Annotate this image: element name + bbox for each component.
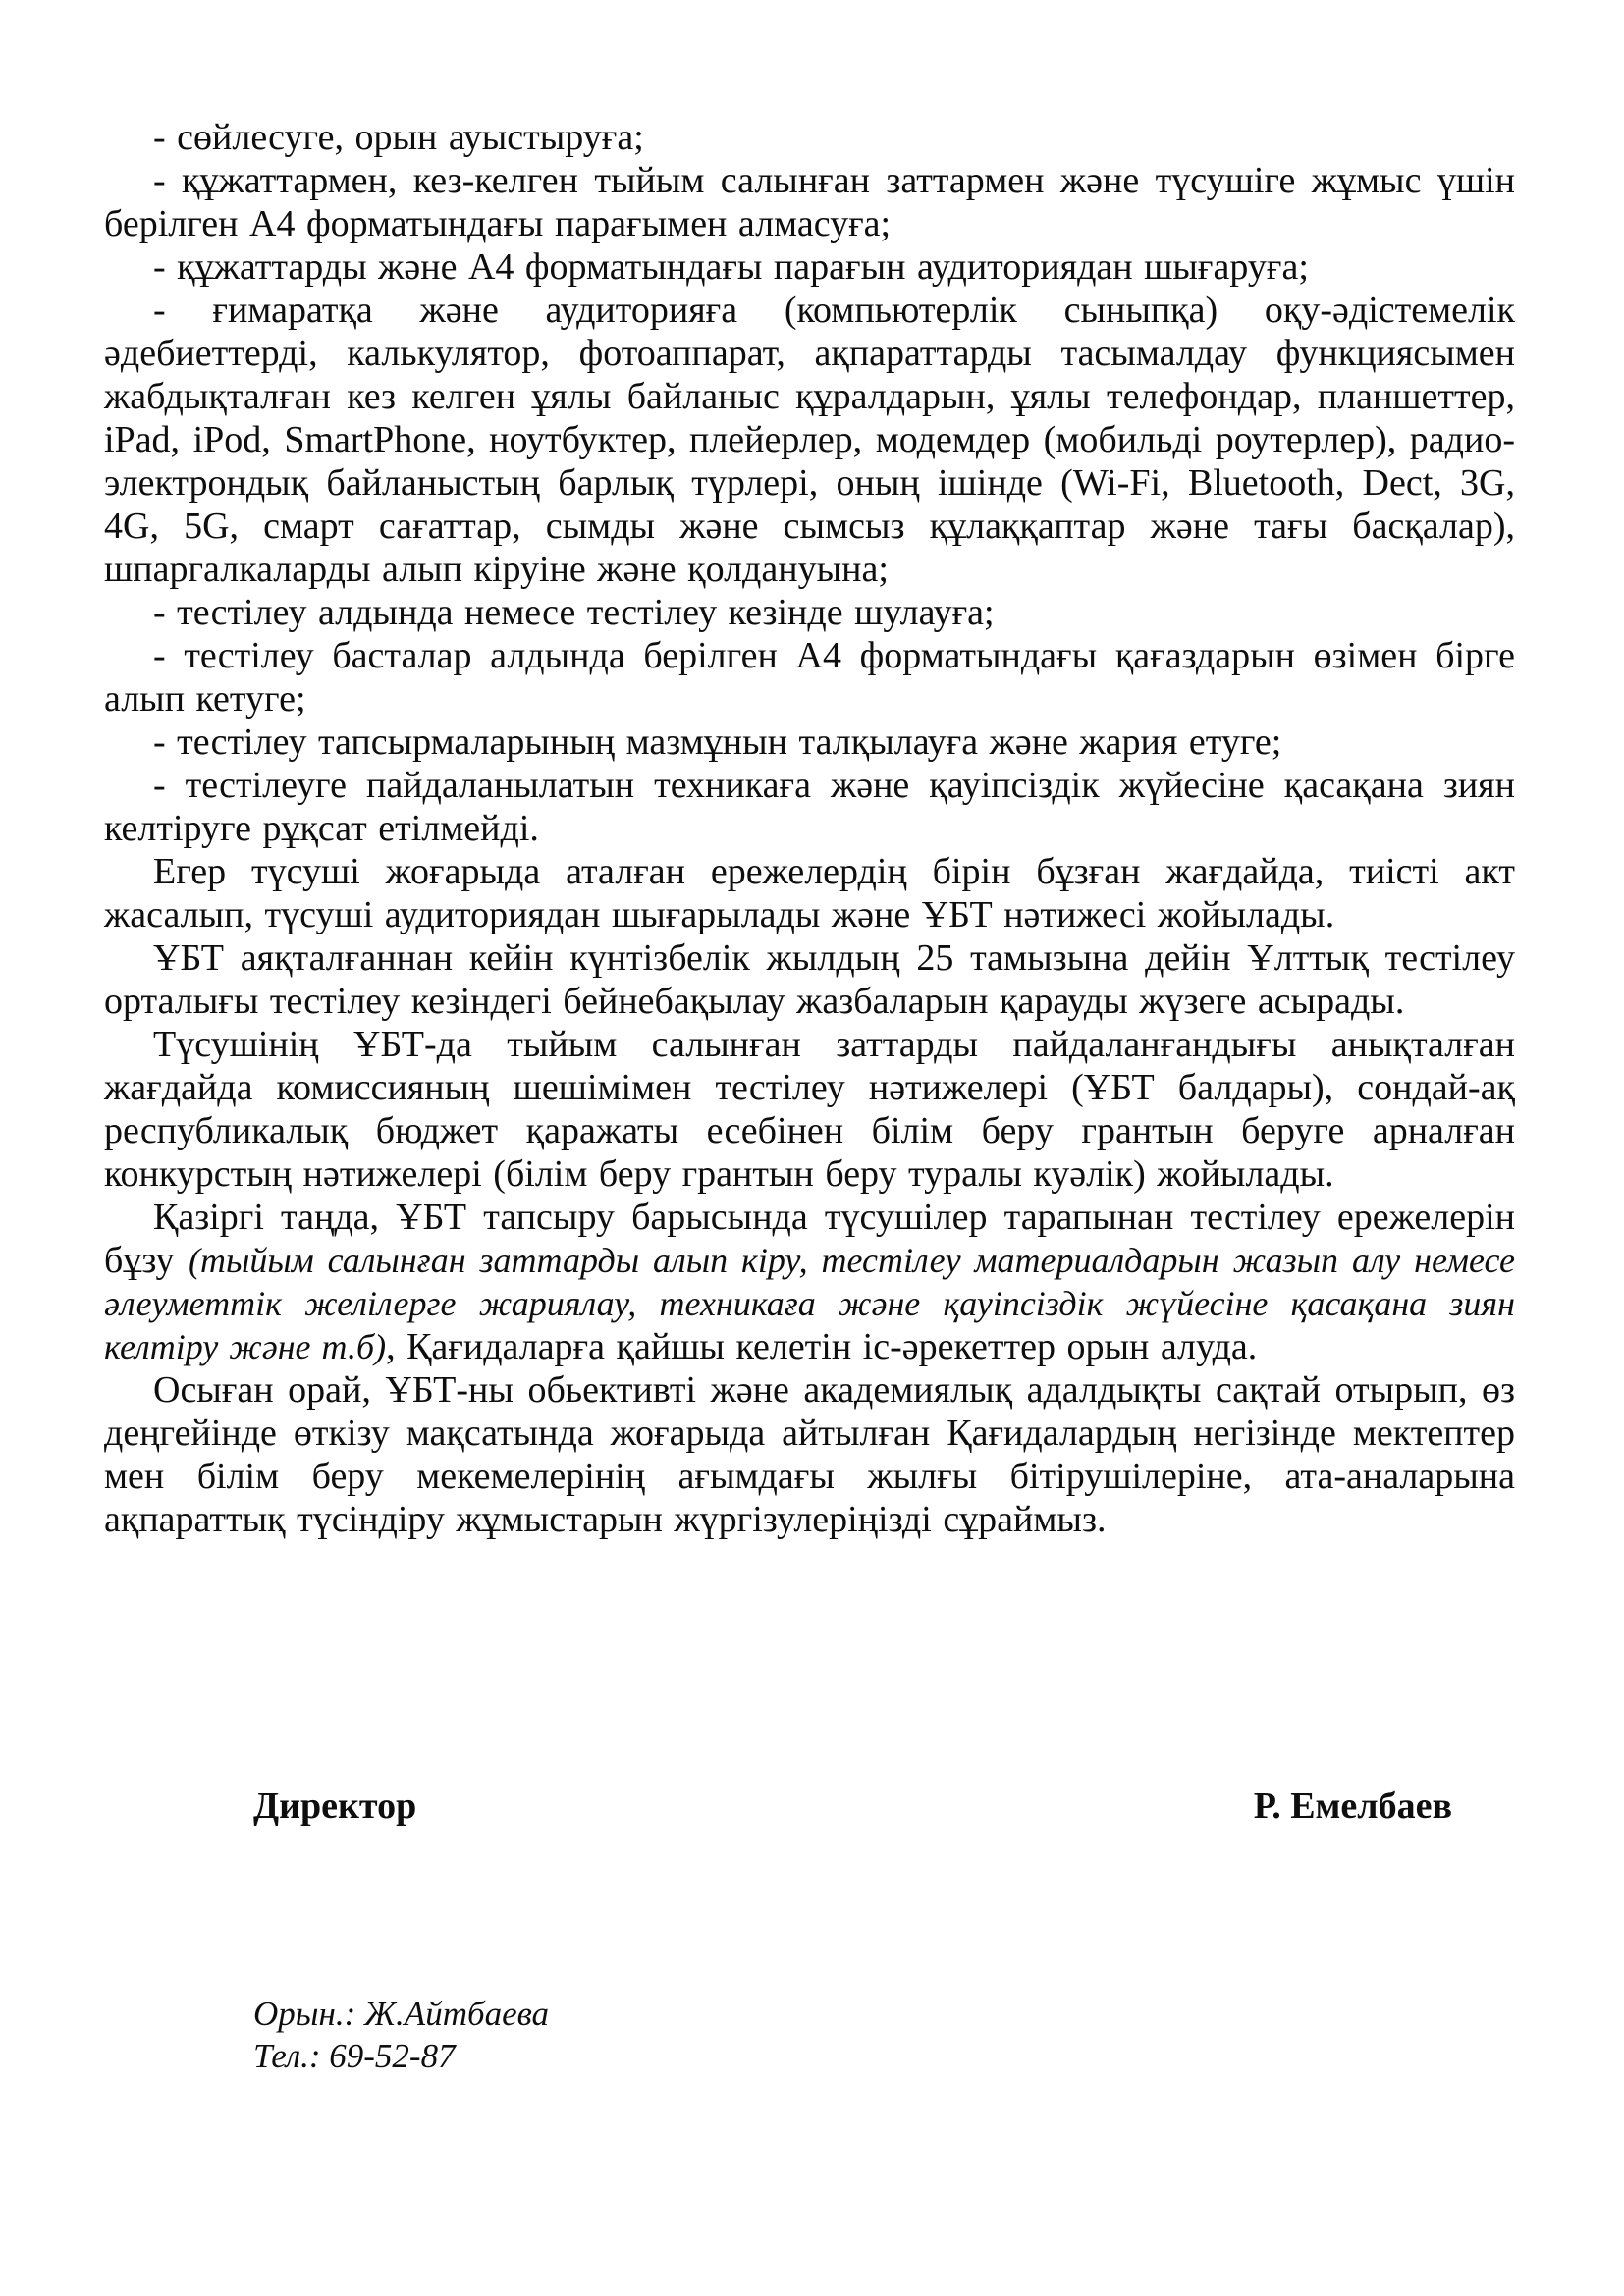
signature-title: Директор bbox=[253, 1786, 417, 1827]
signature-name: Р. Емелбаев bbox=[1253, 1786, 1452, 1827]
paragraph: Түсушінің ҰБТ-да тыйым салынған заттарды пайдаланғандығы анықталған жағдайда комиссияның шешімімен тестілеу нәтижелері (ҰБТ балдары), сондай-ақ республикалық бюджет қаражаты есебінен білім беру грантын беруге арналған конкурстың нәтижелері (білім беру грантын беру туралы куәлік) жойылады. bbox=[104, 1024, 1515, 1195]
list-item: - сөйлесуге, орын ауыстыруға; bbox=[153, 117, 644, 158]
paragraph-with-italic-note bbox=[104, 1196, 1515, 1368]
list-item: - құжаттармен, кез-келген тыйым салынған заттармен және түсушіге жұмыс үшін берілген А4 форматындағы парағымен алмасуға; bbox=[104, 160, 1515, 244]
list-item: - ғимаратқа және аудиторияға (компьютерлік сыныпқа) оқу-әдістемелік әдебиеттерді, калькулятор, фотоаппарат, ақпараттарды тасымалдау функциясымен жабдықталған кез келген ұялы байланыс құралдарын, ұялы телефондар, планшеттер, iPad, iPod, SmartPhone, ноутбуктер, плейерлер, модемдер (мобильді роутерлер), радио-электрондық байланыстың барлық түрлері, оның ішінде (Wi-Fi, Bluetooth, Dect, 3G, 4G, 5G, смарт сағаттар, сымды және сымсыз құлаққаптар және тағы басқалар), шпаргалкаларды алып кіруіне және қолдануына; bbox=[104, 290, 1515, 590]
list-item: - тестілеу алдында немесе тестілеу кезінде шулауға; bbox=[153, 592, 995, 633]
signature-block bbox=[104, 1785, 1515, 1828]
paragraph-normal-text: Қазіргі таңда, ҰБТ тапсыру барысында түсушілер тарапынан тестілеу ережелерін бұзу bbox=[104, 1197, 1515, 1281]
executor-line: Орын.: Ж.Айтбаева bbox=[253, 1995, 550, 2033]
document-body bbox=[104, 116, 1515, 1541]
list-item: - құжаттарды және А4 форматындағы парағын аудиториядан шығаруға; bbox=[153, 246, 1309, 288]
closing-paragraph: Осыған орай, ҰБТ-ны обьективті және академиялық адалдықты сақтай отырып, өз деңгейінде өткізу мақсатында жоғарыда айтылған Қағидалардың негізінде мектептер мен білім беру мекемелерінің ағымдағы жылғы бітірушілеріне, ата-аналарына ақпараттық түсіндіру жұмыстарын жүргізулеріңізді сұраймыз. bbox=[104, 1369, 1515, 1540]
list-item: - тестілеуге пайдаланылатын техникаға және қауіпсіздік жүйесіне қасақана зиян келтіруге рұқсат етілмейді. bbox=[104, 765, 1515, 849]
list-item: - тестілеу тапсырмаларының мазмұнын талқылауға және жария етуге; bbox=[153, 721, 1282, 763]
phone-line: Тел.: 69-52-87 bbox=[253, 2037, 456, 2075]
paragraph: ҰБТ аяқталғаннан кейін күнтізбелік жылдың 25 тамызына дейін Ұлттық тестілеу орталығы тестілеу кезіндегі бейнебақылау жазбаларын қарауды жүзеге асырады. bbox=[104, 937, 1515, 1022]
list-item: - тестілеу басталар алдында берілген А4 форматындағы қағаздарын өзімен бірге алып кетуге; bbox=[104, 635, 1515, 720]
paragraph-normal-text: , Қағидаларға қайшы келетін іс-әрекеттер орын алуда. bbox=[386, 1326, 1258, 1367]
paragraph-italic-note: (тыйым салынған заттарды алып кіру, тестілеу материалдарын жазып алу немесе әлеуметтік желілерге жариялау, техникаға және қауіпсіздік жүйесіне қасақана зиян келтіру және т.б) bbox=[104, 1241, 1516, 1366]
executor-block bbox=[253, 1993, 549, 2077]
paragraph: Егер түсуші жоғарыда аталған ережелердің бірін бұзған жағдайда, тиісті акт жасалып, түсуші аудиториядан шығарылады және ҰБТ нәтижесі жойылады. bbox=[104, 851, 1515, 935]
